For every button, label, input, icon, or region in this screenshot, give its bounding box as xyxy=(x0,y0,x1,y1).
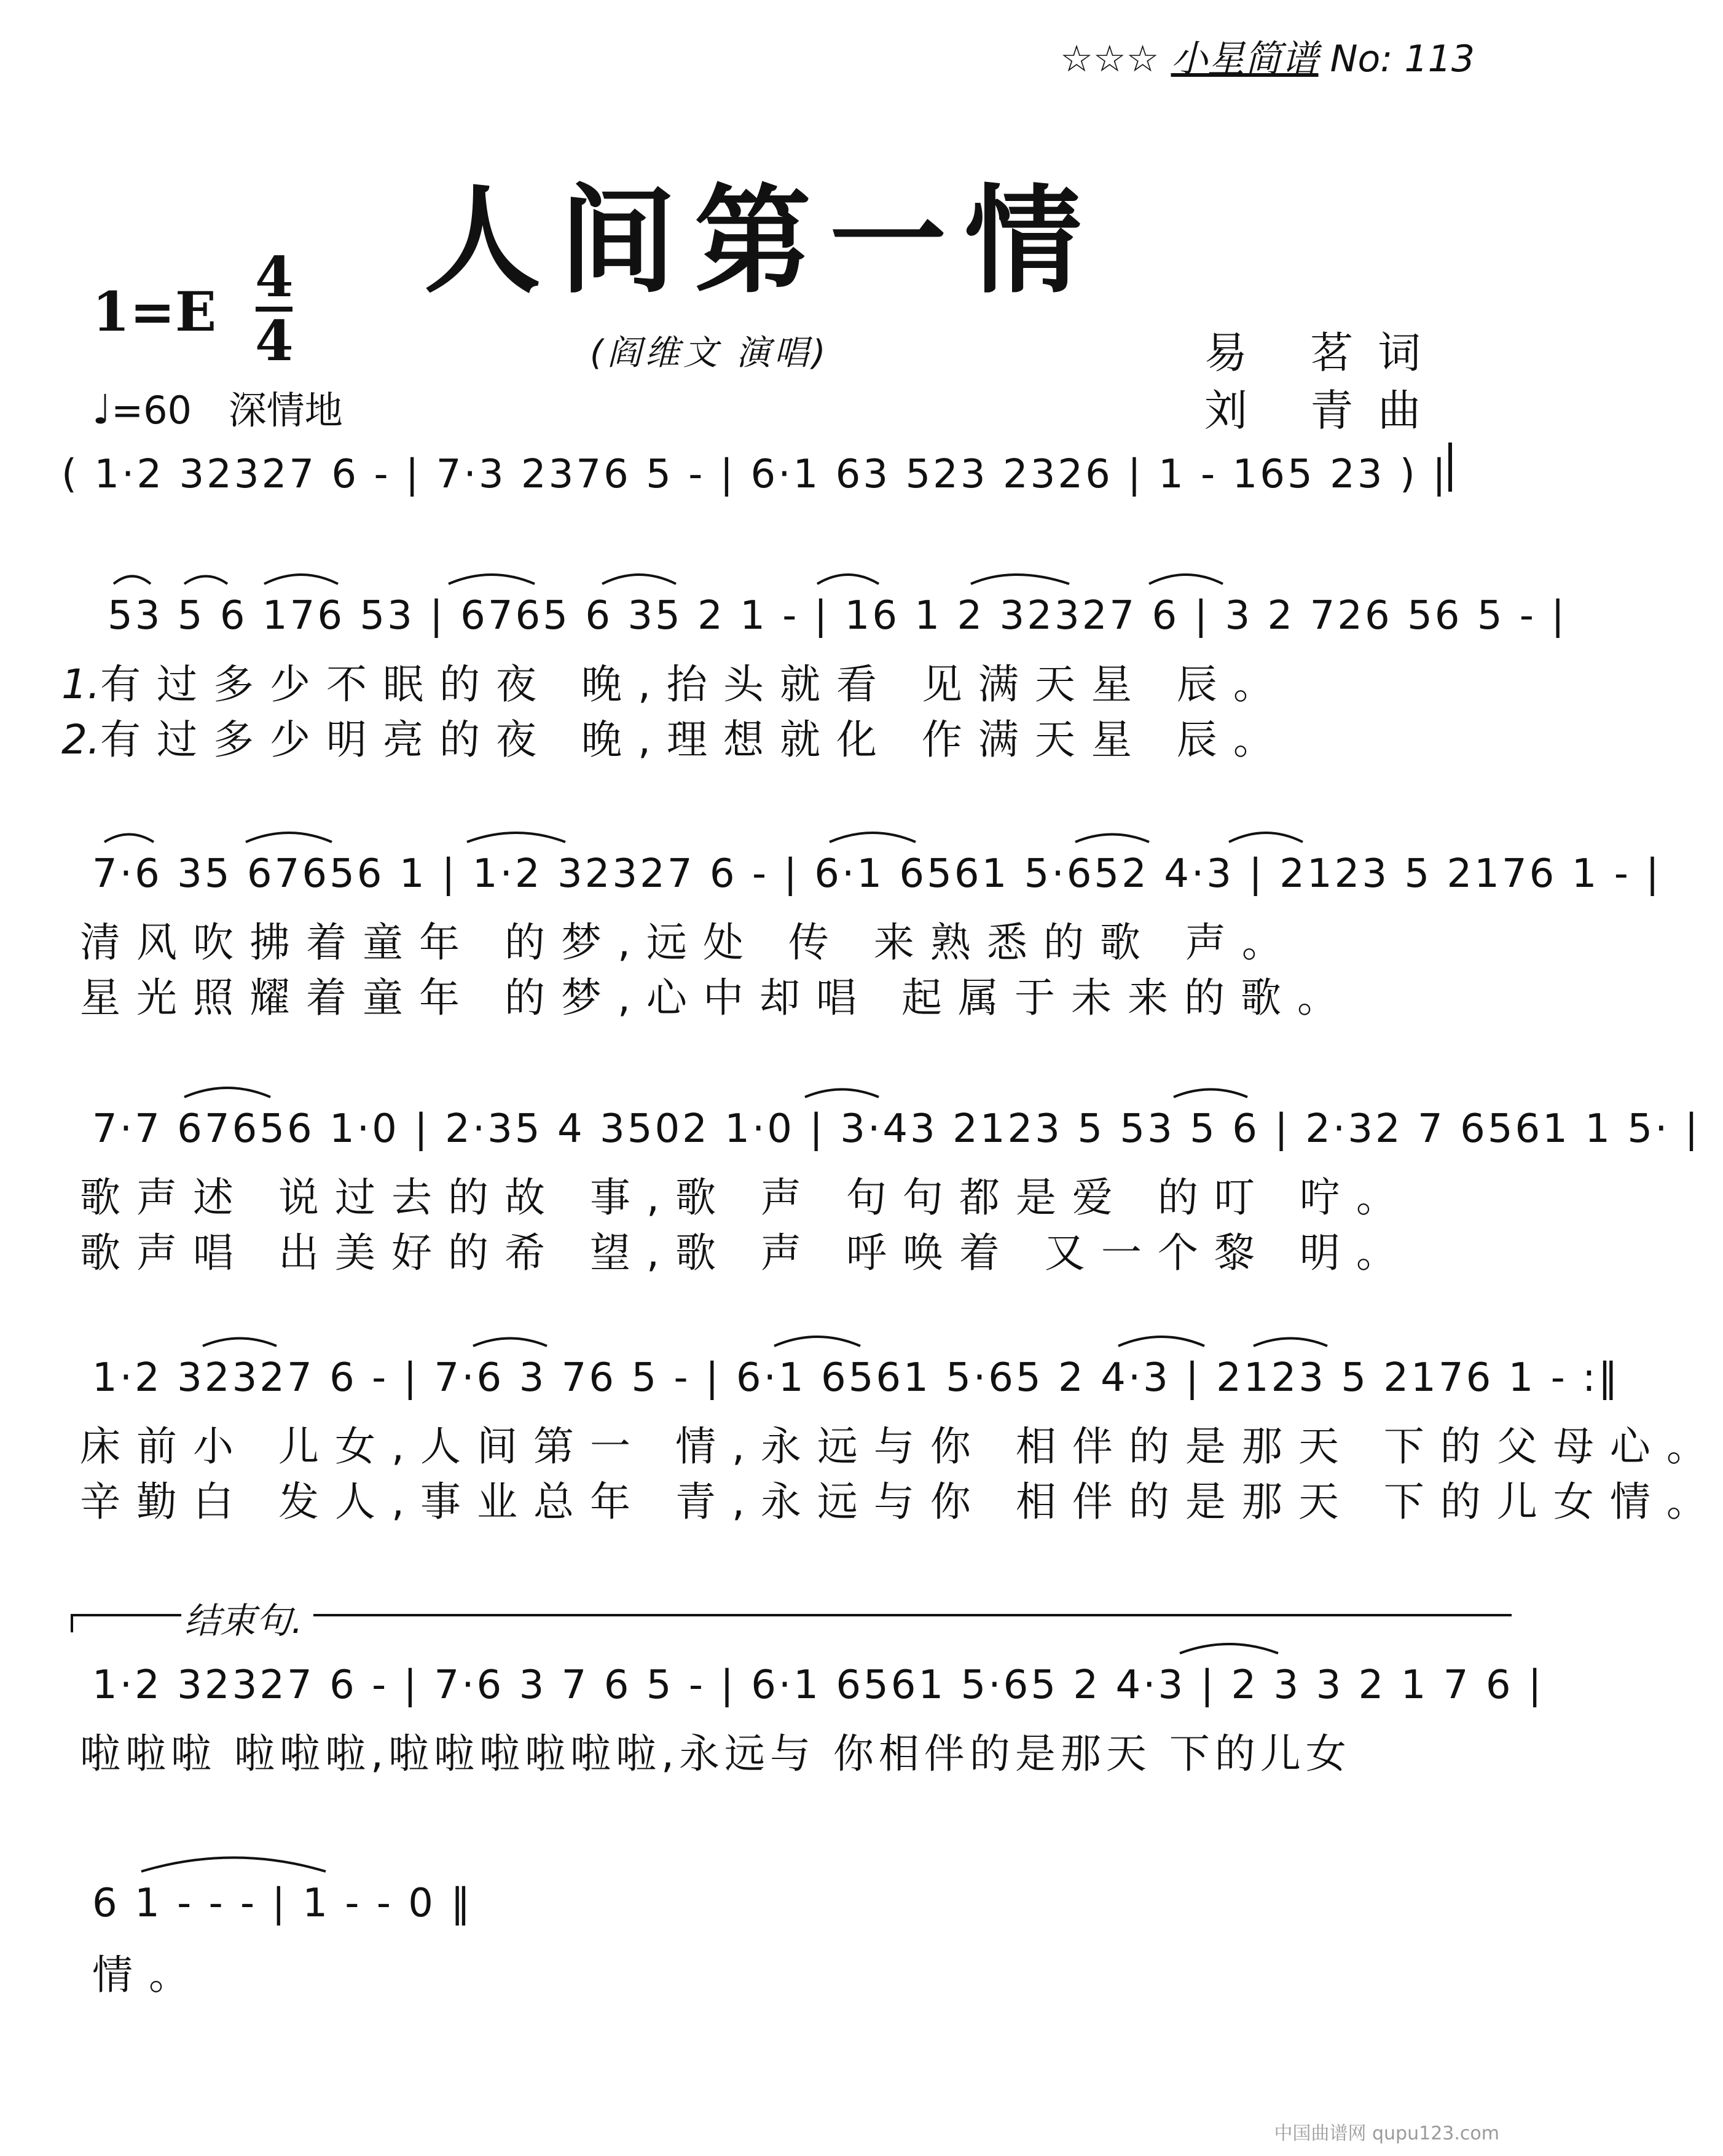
section-4-lyric-1: 床前小 儿女,人间第一 情,永远与你 相伴的是那天 下的父母心。 xyxy=(80,1423,1723,1470)
singer-credit: (阎维文 演唱) xyxy=(590,333,830,373)
star-rating: ☆☆☆ xyxy=(1060,37,1160,81)
composer-credit: 刘 青曲 xyxy=(1204,385,1446,436)
slur xyxy=(971,575,1069,584)
coda-notation: 1·2 32327 6 - | 7·6 3 7 6 5 - | 6·1 6561 5·65 2 4·3 | 2 3 3 2 1 7 6 | xyxy=(92,1662,1544,1708)
slur xyxy=(473,1339,547,1347)
section-3-notation: 7·7 67656 1·0 | 2·35 4 3502 1·0 | 3·43 2123 5 53 5 6 | 2·32 7 6561 1 5· | xyxy=(92,1106,1701,1152)
section-2-notation: 7·6 35 67656 1 | 1·2 32327 6 - | 6·1 6561 5·652 4·3 | 2123 5 2176 1 - | xyxy=(92,851,1662,897)
time-numerator: 4 xyxy=(255,245,294,310)
coda-bracket-line-right xyxy=(313,1614,1512,1616)
slur xyxy=(141,1858,326,1872)
slur xyxy=(449,575,535,584)
score-number: No: 113 xyxy=(1330,37,1475,81)
brand-link[interactable]: 小星简谱 xyxy=(1171,37,1319,81)
time-signature xyxy=(255,245,294,374)
slur xyxy=(602,575,676,584)
intro-notation: ( 1·2 32327 6 - | 7·3 2376 5 - | 6·1 63 523 2326 | 1 - 165 23 ) | xyxy=(61,452,1448,497)
final-lyric: 情。 xyxy=(92,1951,205,1999)
section-3-lyric-1: 歌声述 说过去的故 事,歌 声 句句都是爱 的叮 咛。 xyxy=(80,1174,1413,1221)
section-1-lyric-2 xyxy=(61,707,1290,765)
slur xyxy=(1254,1339,1327,1347)
slur xyxy=(1174,1090,1247,1098)
time-denominator: 4 xyxy=(255,309,294,374)
expression-mark: 深情地 xyxy=(228,388,343,433)
header-tag xyxy=(1060,30,1475,82)
slur xyxy=(830,833,916,842)
quarter-note-icon: ♩ xyxy=(92,386,112,433)
verse-number: 2. xyxy=(61,716,100,763)
lyricist-credit: 易 茗词 xyxy=(1204,328,1446,378)
section-4-lyric-2: 辛勤白 发人,事业总年 青,永远与你 相伴的是那天 下的儿女情。 xyxy=(80,1478,1723,1525)
slur xyxy=(467,833,565,842)
slur xyxy=(1229,833,1303,842)
slur xyxy=(817,575,879,584)
coda-bracket-tick xyxy=(71,1614,73,1632)
coda-bracket-line xyxy=(71,1614,181,1616)
slur xyxy=(104,835,154,843)
slur xyxy=(774,1337,860,1346)
section-2-lyric-2: 星光照耀着童年 的梦,心中却唱 起属于未来的歌。 xyxy=(80,974,1354,1021)
slur xyxy=(264,575,338,584)
final-notation: 6 1 - - - | 1 - - 0 ‖ xyxy=(92,1881,473,1926)
slur xyxy=(114,576,151,584)
coda-lyric: 啦啦啦 啦啦啦,啦啦啦啦啦啦,永远与 你相伴的是那天 下的儿女 xyxy=(80,1730,1351,1777)
watermark: 中国曲谱网 qupu123.com xyxy=(1274,2123,1499,2144)
lyric-text: 有过多少明亮的夜 晚,理想就化 作满天星 辰。 xyxy=(100,716,1290,763)
slur xyxy=(203,1339,277,1347)
slur xyxy=(184,576,227,584)
song-title: 人间第一情 xyxy=(423,173,1100,309)
slur xyxy=(184,1088,270,1097)
coda-label: 结束句. xyxy=(184,1600,303,1642)
section-2-lyric-1: 清风吹拂着童年 的梦,远处 传 来熟悉的歌 声。 xyxy=(80,919,1298,966)
section-3-lyric-2: 歌声唱 出美好的希 望,歌 声 呼唤着 又一个黎 明。 xyxy=(80,1229,1413,1277)
verse-number: 1. xyxy=(61,661,100,708)
slur xyxy=(1149,575,1223,584)
slur xyxy=(1180,1644,1278,1653)
key-signature: 1=E xyxy=(92,280,217,344)
slur xyxy=(1075,835,1149,843)
section-1-lyric-1 xyxy=(61,651,1290,710)
lyric-text: 有过多少不眠的夜 晚,抬头就看 见满天星 辰。 xyxy=(100,661,1290,708)
section-1-notation: 53 5 6 176 53 | 6765 6 35 2 1 - | 16 1 2 32327 6 | 3 2 726 56 5 - | xyxy=(108,593,1567,639)
slur xyxy=(1118,1337,1204,1346)
section-4-notation: 1·2 32327 6 - | 7·6 3 76 5 - | 6·1 6561 5·65 2 4·3 | 2123 5 2176 1 - :‖ xyxy=(92,1355,1620,1401)
slur xyxy=(805,1090,879,1098)
slur xyxy=(246,833,332,842)
tempo-value: =60 xyxy=(111,388,192,433)
tempo-marking xyxy=(92,380,343,435)
